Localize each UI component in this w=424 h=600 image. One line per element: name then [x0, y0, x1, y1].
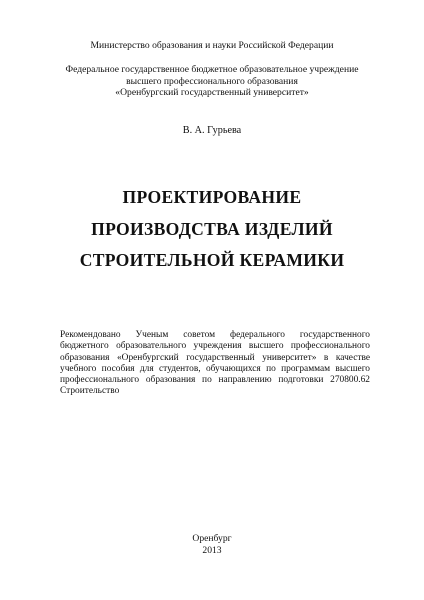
- recommendation-text: [60, 330, 370, 398]
- university-name: [0, 64, 424, 99]
- recommendation-line: бюджетного образовательного учреждения высшего профессионального: [60, 341, 370, 352]
- title-line: ПРОИЗВОДСТВА ИЗДЕЛИЙ: [91, 218, 333, 239]
- title-line: ПРОЕКТИРОВАНИЕ: [122, 187, 302, 207]
- recommendation-line: Строительство: [60, 386, 120, 397]
- recommendation-line: учебного пособия для студентов, обучающихся по программам высшего: [60, 363, 370, 374]
- recommendation-line: профессионального образования по направлению подготовки 270800.62: [60, 375, 370, 386]
- recommendation-line: Рекомендовано Ученым советом федерального государственного: [60, 330, 370, 340]
- ministry-name: Министерство образования и науки Российской Федерации: [90, 40, 334, 51]
- city-name: Оренбург: [192, 533, 232, 544]
- publication-place: [0, 533, 424, 556]
- book-title: [0, 182, 424, 277]
- title-line: СТРОИТЕЛЬНОЙ КЕРАМИКИ: [79, 250, 345, 270]
- author-name: В. А. Гурьева: [182, 125, 242, 136]
- university-line: «Оренбургский государственный университет»: [115, 87, 309, 98]
- university-line: Федеральное государственное бюджетное образовательное учреждение: [65, 64, 359, 75]
- publication-year: 2013: [202, 544, 222, 556]
- recommendation-line: образования «Оренбургский государственный университет» в качестве: [60, 352, 370, 363]
- university-line: высшего профессионального образования: [126, 75, 298, 87]
